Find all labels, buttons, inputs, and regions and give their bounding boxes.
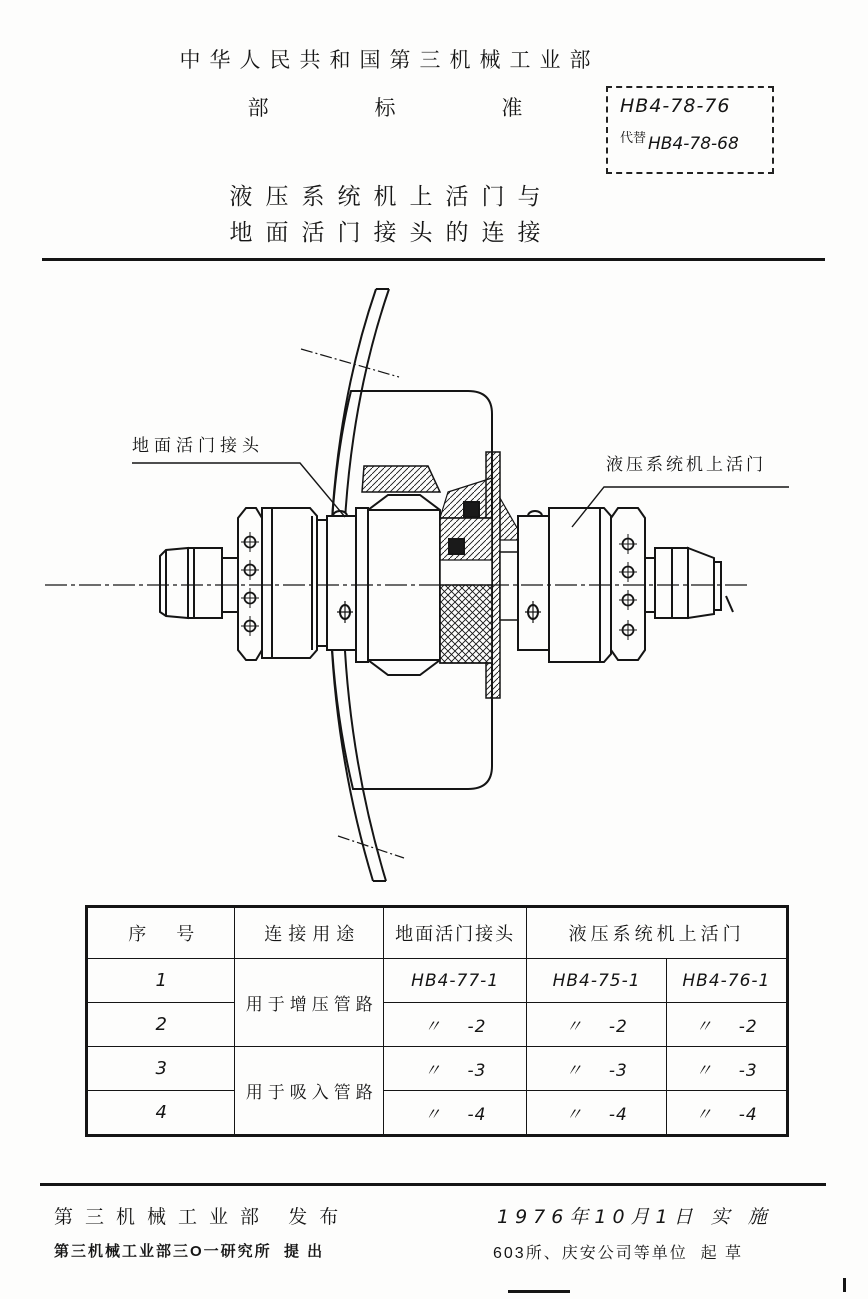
- table-row: [87, 1003, 788, 1047]
- part-selection-table: [85, 905, 789, 1137]
- table-row: [87, 1047, 788, 1091]
- cell-no: 2: [87, 1003, 235, 1047]
- cell-onboard-part-a: 〃 -4: [527, 1091, 666, 1136]
- header-divider-rule: [42, 258, 825, 261]
- standard-type: 部 标 准: [247, 97, 573, 120]
- knurled-sleeve: [440, 585, 492, 663]
- cell-onboard-part-b: 〃 -2: [666, 1003, 787, 1047]
- document-title-line2: 地面活门接头的连接: [229, 219, 554, 245]
- cell-ground-part: 〃 -4: [383, 1091, 526, 1136]
- o-ring-lower: [449, 539, 464, 554]
- scan-artifact-line: [508, 1290, 570, 1293]
- replaces-label: 代替: [620, 130, 647, 145]
- cell-no: 3: [87, 1047, 235, 1091]
- table-row: [87, 959, 788, 1003]
- issuing-body: 第三机械工业部 发布: [54, 1207, 351, 1228]
- replaced-code: HB4-78-68: [648, 134, 739, 154]
- table-row: [87, 1091, 788, 1136]
- cell-onboard-part-b: 〃 -4: [666, 1091, 787, 1136]
- footer-divider-rule: [40, 1183, 826, 1186]
- cell-no: 4: [87, 1091, 235, 1136]
- cell-onboard-part-a: 〃 -2: [527, 1003, 666, 1047]
- cell-purpose: 用于吸入管路: [235, 1047, 383, 1136]
- proposing-body: 第三机械工业部三O一研究所 提 出: [54, 1243, 325, 1260]
- table-header-row: [87, 907, 788, 959]
- callout-onboard-valve: 液压系统机上活门: [606, 455, 766, 474]
- cell-no: 1: [87, 959, 235, 1003]
- o-ring-upper: [464, 502, 479, 517]
- ministry-name: 中华人民共和国第三机械工业部: [179, 49, 600, 72]
- cell-onboard-part-a: HB4-75-1: [527, 959, 666, 1003]
- cell-onboard-part-a: 〃 -3: [527, 1047, 666, 1091]
- scan-artifact-tick: [843, 1278, 846, 1292]
- cell-purpose: 用于增压管路: [235, 959, 383, 1047]
- cell-onboard-part-b: HB4-76-1: [666, 959, 787, 1003]
- drafting-bodies: 603所、庆安公司等单位 起 草: [493, 1245, 744, 1262]
- cell-ground-part: 〃 -3: [383, 1047, 526, 1091]
- col-header-onboard: 液压系统机上活门: [527, 907, 788, 959]
- col-header-number: 序 号: [87, 907, 235, 959]
- col-header-purpose: 连接用途: [235, 907, 383, 959]
- callout-ground-coupling: 地面活门接头: [132, 436, 264, 455]
- col-header-ground: 地面活门接头: [383, 907, 526, 959]
- valve-coupling-section-drawing: [0, 270, 868, 895]
- effective-date: 1976年10月1日 实 施: [497, 1206, 773, 1228]
- cell-ground-part: 〃 -2: [383, 1003, 526, 1047]
- cell-onboard-part-b: 〃 -3: [666, 1047, 787, 1091]
- cell-ground-part: HB4-77-1: [383, 959, 526, 1003]
- standard-code: HB4-78-76: [620, 95, 731, 117]
- standard-number-box: [606, 86, 774, 174]
- document-title-line1: 液压系统机上活门与: [229, 183, 554, 209]
- ground-coupling-left-fitting: [160, 508, 357, 660]
